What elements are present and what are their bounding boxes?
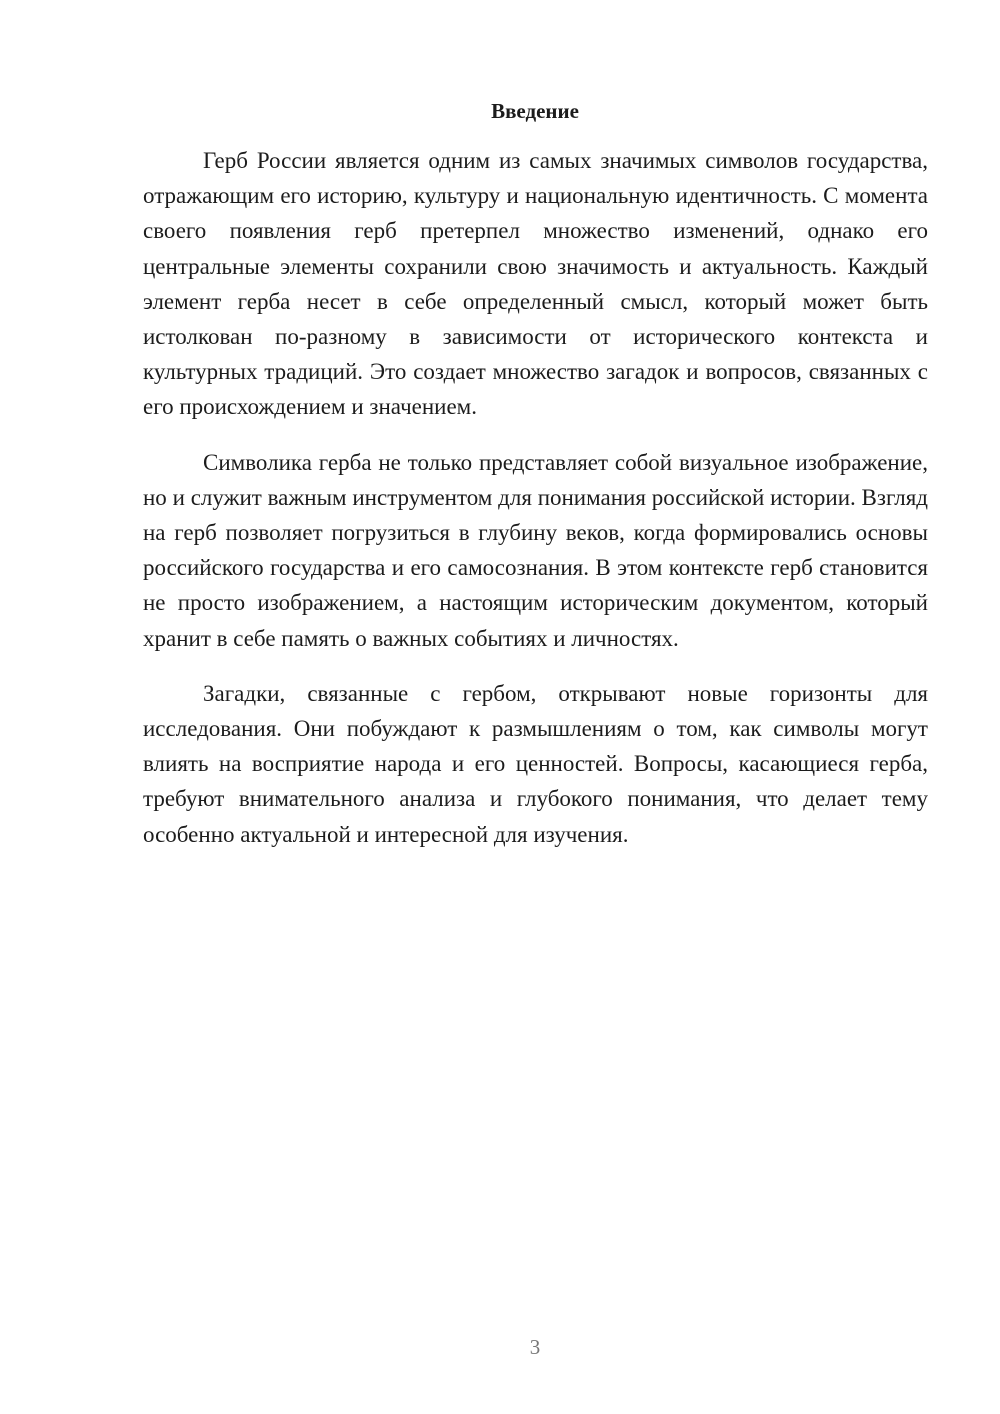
page-number: 3	[529, 1335, 541, 1359]
paragraph-3: Загадки, связанные с гербом, открывают новые горизонты для исследования. Они побуждают к размышлениям о том, как символы могут влиять на восприятие народа и его ценностей. Вопросы, касающиеся герба, требуют внимательного анализа и глубокого понимания, что делает тему особенно актуальной и интересной для изучения.	[143, 680, 928, 847]
page-title: Введение	[491, 99, 579, 123]
body-text	[143, 143, 928, 872]
paragraph-1: Герб России является одним из самых значимых символов государства, отражающим его историю, культуру и национальную идентичность. С момента своего появления герб претерпел множество изменений, однако его центральные элементы сохранили свою значимость и актуальность. Каждый элемент герба несет в себе определенный смысл, который может быть истолкован по-разному в зависимости от исторического контекста и культурных традиций. Это создает множество загадок и вопросов, связанных с его происхождением и значением.	[143, 148, 928, 420]
paragraph-2: Символика герба не только представляет собой визуальное изображение, но и служит важным инструментом для понимания российской истории. Взгляд на герб позволяет погрузиться в глубину веков, когда формировались основы российского государства и его самосознания. В этом контексте герб становится не просто изображением, а настоящим историческим документом, который хранит в себе память о важных событиях и личностях.	[143, 449, 928, 651]
